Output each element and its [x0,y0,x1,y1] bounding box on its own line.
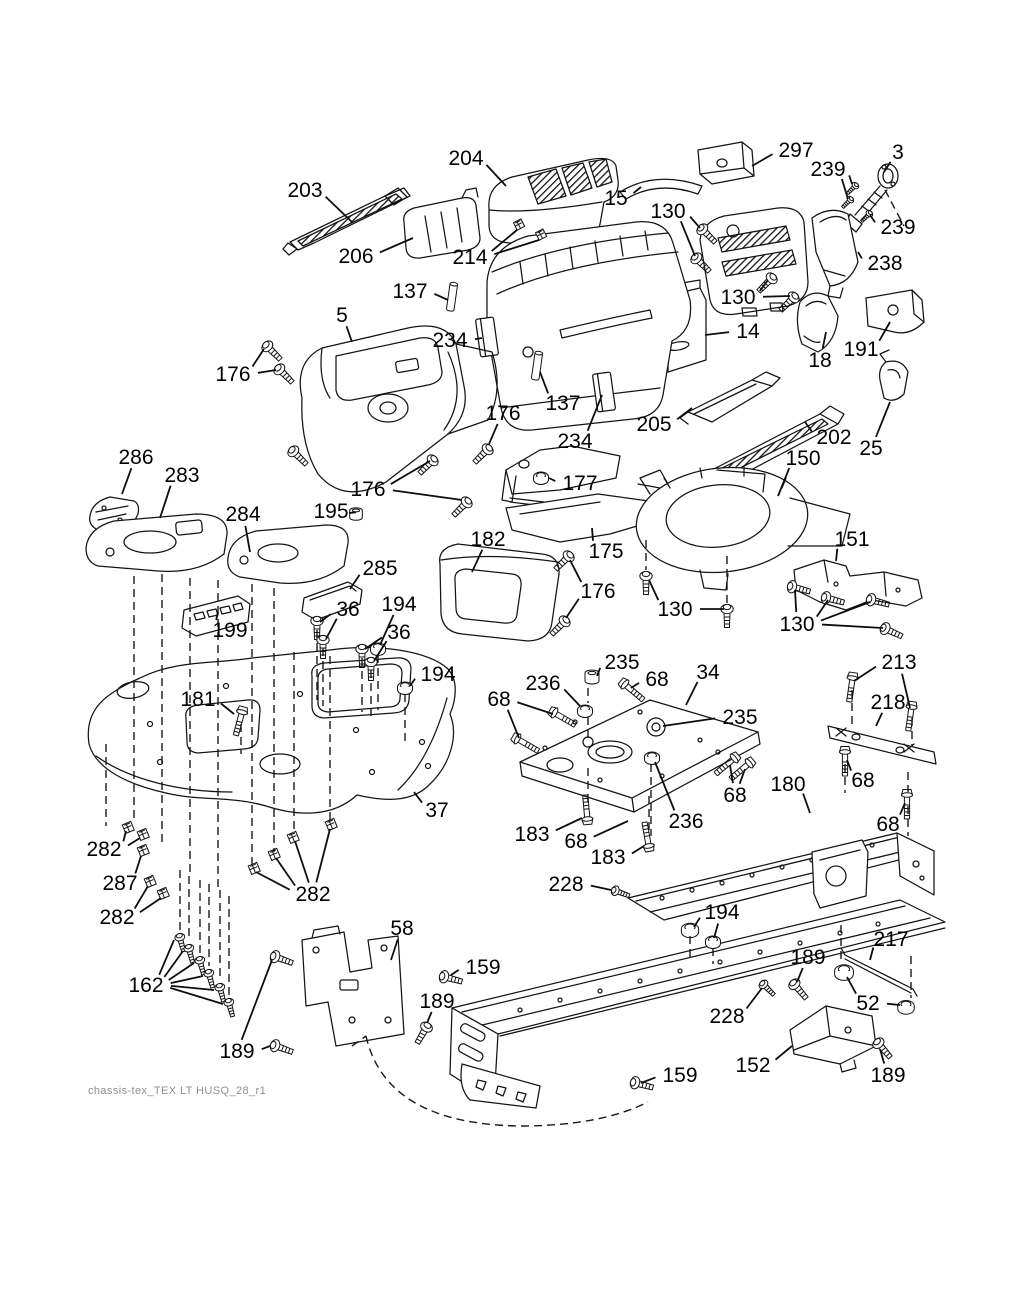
leader-line-194 [714,923,718,938]
callout-287: 287 [102,872,138,895]
callout-36: 36 [387,621,411,644]
diagram-footnote: chassis-tex_TEX LT HUSQ_28_r1 [88,1085,267,1097]
callout-217: 217 [873,928,909,951]
callout-68: 68 [723,784,747,807]
callout-228: 228 [548,873,584,896]
part-283-cover [86,514,227,571]
callout-194: 194 [420,663,456,686]
callout-282: 282 [99,906,135,929]
callout-235: 235 [604,651,640,674]
callout-130: 130 [779,613,815,636]
leader-line-162 [171,976,203,983]
callout-205: 205 [636,413,672,436]
callout-58: 58 [390,917,414,940]
part-5-dash-housing [300,326,497,492]
callout-68: 68 [645,668,669,691]
leader-line-204 [486,165,506,186]
callout-204: 204 [448,147,484,170]
leader-line-282 [123,831,126,841]
leader-line-52 [887,1004,900,1005]
callout-199: 199 [212,619,248,642]
callout-3: 3 [892,141,904,164]
leader-line-3 [884,162,891,172]
leader-line-162 [170,988,223,1004]
callout-286: 286 [118,446,154,469]
leader-line-68 [517,702,553,714]
callout-239: 239 [880,216,916,239]
callout-151: 151 [834,528,870,551]
leader-line-297 [752,154,773,166]
part-152-skid-plate [790,1006,876,1072]
leader-line-236 [564,689,580,706]
part-37-fender-deck [88,648,455,814]
leader-line-189 [427,1012,432,1023]
callout-137: 137 [545,392,581,415]
callout-14: 14 [736,320,760,343]
leader-line-176 [393,490,462,500]
callout-203: 203 [287,179,323,202]
callout-68: 68 [851,769,875,792]
leader-line-228 [747,988,762,1009]
callout-282: 282 [86,838,122,861]
callout-206: 206 [338,245,374,268]
callout-194: 194 [704,901,740,924]
leader-line-130 [690,217,700,228]
leader-line-189 [242,960,272,1040]
leader-line-282 [256,872,290,890]
leader-line-234 [475,338,482,339]
leader-line-175 [592,528,593,541]
callout-130: 130 [657,598,693,621]
part-25-bracket [880,350,908,400]
callout-183: 183 [514,823,550,846]
callout-181: 181 [180,688,216,711]
part-205-tray [680,372,780,424]
leader-line-239 [849,175,852,184]
callout-195: 195 [313,500,349,523]
callout-282: 282 [295,883,331,906]
callout-25: 25 [859,437,883,460]
leader-line-218 [876,713,882,726]
leader-line-282 [140,898,161,912]
leader-line-137 [434,294,448,300]
leader-line-195 [349,512,356,513]
leader-line-176 [252,349,264,366]
callout-176: 176 [580,580,616,603]
callout-214: 214 [452,246,488,269]
callout-283: 283 [164,464,200,487]
callout-239: 239 [810,158,846,181]
callout-213: 213 [881,651,917,674]
callout-183: 183 [590,846,626,869]
callout-68: 68 [564,830,588,853]
leader-line-176 [489,424,498,444]
callout-189: 189 [790,946,826,969]
part-58-bracket [302,926,404,1046]
callout-180: 180 [770,773,806,796]
leader-line-159 [641,1077,656,1083]
leader-line-176 [570,560,581,582]
leader-line-159 [451,970,459,975]
callout-202: 202 [816,426,852,449]
callout-15: 15 [604,187,628,210]
part-238-side-panel [812,210,858,298]
callout-238: 238 [867,252,903,275]
leader-line-205 [677,408,692,419]
callout-176: 176 [215,363,251,386]
part-218-bracket-bar [828,726,936,764]
leader-line-176 [566,599,579,618]
callout-177: 177 [562,472,598,495]
callout-236: 236 [525,672,561,695]
leader-line-228 [591,886,611,890]
leader-line-238 [858,252,862,258]
leader-line-36 [326,619,337,639]
leader-line-282 [128,838,140,845]
leader-line-282 [276,858,295,886]
callout-68: 68 [487,688,511,711]
part-195-cap [350,508,363,521]
leader-line-130 [822,625,883,628]
callout-130: 130 [650,200,686,223]
callout-159: 159 [662,1064,698,1087]
leader-line-162 [159,940,174,975]
callout-159: 159 [465,956,501,979]
callout-175: 175 [588,540,624,563]
callout-176: 176 [350,478,386,501]
part-191-plate [866,290,924,333]
leader-line-189 [262,1046,270,1049]
leader-line-282 [295,841,309,883]
leader-line-14 [705,332,729,335]
leader-line-286 [122,468,131,494]
callout-285: 285 [362,557,398,580]
part-hood [479,222,691,430]
leader-line-152 [775,1046,792,1060]
callout-5: 5 [336,304,348,327]
callout-68: 68 [876,813,900,836]
leader-line-34 [686,682,697,705]
callout-297: 297 [778,139,814,162]
leader-line-239 [842,179,848,199]
callout-234: 234 [432,329,468,352]
part-284-cover [228,525,348,583]
callout-162: 162 [128,974,164,997]
callout-36: 36 [336,598,360,621]
callout-34: 34 [696,661,720,684]
callout-37: 37 [425,799,449,822]
callout-284: 284 [225,503,261,526]
leader-line-176 [258,370,276,373]
callout-234: 234 [557,430,593,453]
leader-line-25 [876,402,890,437]
callout-189: 189 [870,1064,906,1087]
callout-52: 52 [856,992,880,1015]
callout-189: 189 [419,990,455,1013]
part-182-lower-panel [440,544,559,641]
callout-18: 18 [808,349,832,372]
leader-line-5 [347,326,352,342]
leader-line-287 [135,856,141,874]
leader-line-283 [160,486,171,518]
callout-176: 176 [485,402,521,425]
callout-191: 191 [843,338,879,361]
leader-line-130 [681,221,695,256]
callout-189: 189 [219,1040,255,1063]
callout-236: 236 [668,810,704,833]
callout-130: 130 [720,286,756,309]
leader-line-183 [556,818,582,830]
leader-line-68 [594,821,628,837]
part-18-trim [797,293,838,352]
leader-line-183 [632,846,644,853]
leader-line-130 [763,296,790,297]
callout-182: 182 [470,528,506,551]
part-297-cover [698,142,754,184]
callout-194: 194 [381,593,417,616]
leader-line-180 [803,794,810,813]
leader-line-52 [847,977,856,994]
leader-line-68 [508,710,519,738]
callout-150: 150 [785,447,821,470]
leader-line-189 [797,968,803,982]
leader-line-130 [795,590,796,612]
callout-152: 152 [735,1054,771,1077]
callout-235: 235 [722,706,758,729]
callout-218: 218 [870,691,906,714]
part-151-bracket [794,560,922,610]
leader-line-68 [631,683,639,688]
callout-137: 137 [392,280,428,303]
part-15-trim [620,179,702,199]
callout-228: 228 [709,1005,745,1028]
leader-line-282 [316,829,330,882]
